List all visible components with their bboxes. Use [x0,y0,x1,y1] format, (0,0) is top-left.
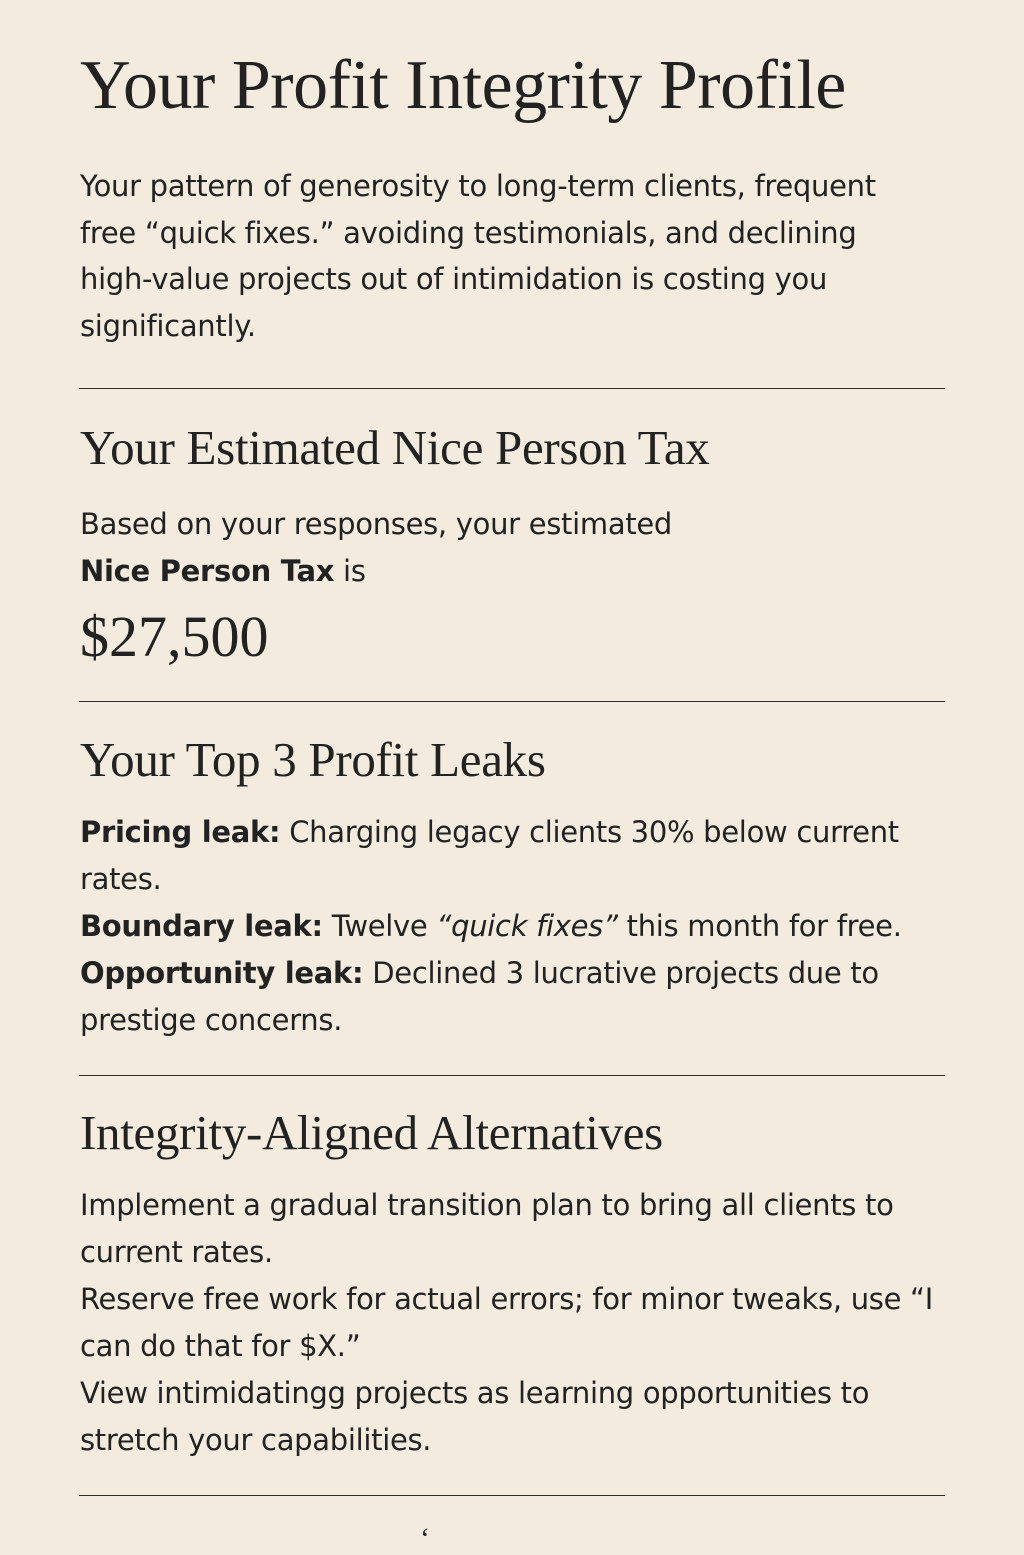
leak-label: Boundary leak: [80,909,323,943]
page-title: Your Profit Integrity Profile [80,47,846,124]
tax-description [80,501,672,595]
leak-text: Declined 3 lucrative projects due to prestige concerns. [80,956,879,1037]
leak-emphasis: “quick fixes” [436,909,618,943]
leak-item [80,903,960,950]
tax-label: Nice Person Tax [80,554,335,588]
alternative-item: Implement a gradual transition plan to bring all clients to current rates. [80,1188,894,1269]
leak-text: this month for free. [617,909,902,943]
section-divider [79,388,945,389]
tax-section-heading: Your Estimated Nice Person Tax [80,420,710,475]
section-divider [79,1495,945,1496]
leaks-list [80,809,960,1044]
tax-amount: $27,500 [80,604,269,669]
intro-paragraph: Your pattern of generosity to long-term clients, frequent free “quick fixes.” avoiding testimonials, and declining high-value projects out of intimidation is costing you significantly. [80,169,876,343]
leak-label: Opportunity leak: [80,956,364,990]
cutoff-glyph: ʻ [420,1522,430,1555]
leak-label: Pricing leak: [80,815,281,849]
leak-item [80,950,960,1044]
leak-text: Charging legacy clients 30% below current rates. [80,815,899,896]
leak-text: Twelve [322,909,437,943]
tax-label-suffix: is [334,554,366,588]
alternatives-list [80,1182,980,1464]
section-divider [79,1075,945,1076]
leak-item [80,809,960,903]
section-divider [79,701,945,702]
leaks-section-heading: Your Top 3 Profit Leaks [80,732,546,787]
alternatives-section-heading: Integrity-Aligned Alternatives [80,1105,663,1160]
tax-description-line [80,548,672,595]
tax-description-line: Based on your responses, your estimated [80,507,673,541]
alternative-item: Reserve free work for actual errors; for minor tweaks, use “I can do that for $X.” [80,1282,934,1363]
alternative-item: View intimidatingg projects as learning opportunities to stretch your capabilities. [80,1376,870,1457]
